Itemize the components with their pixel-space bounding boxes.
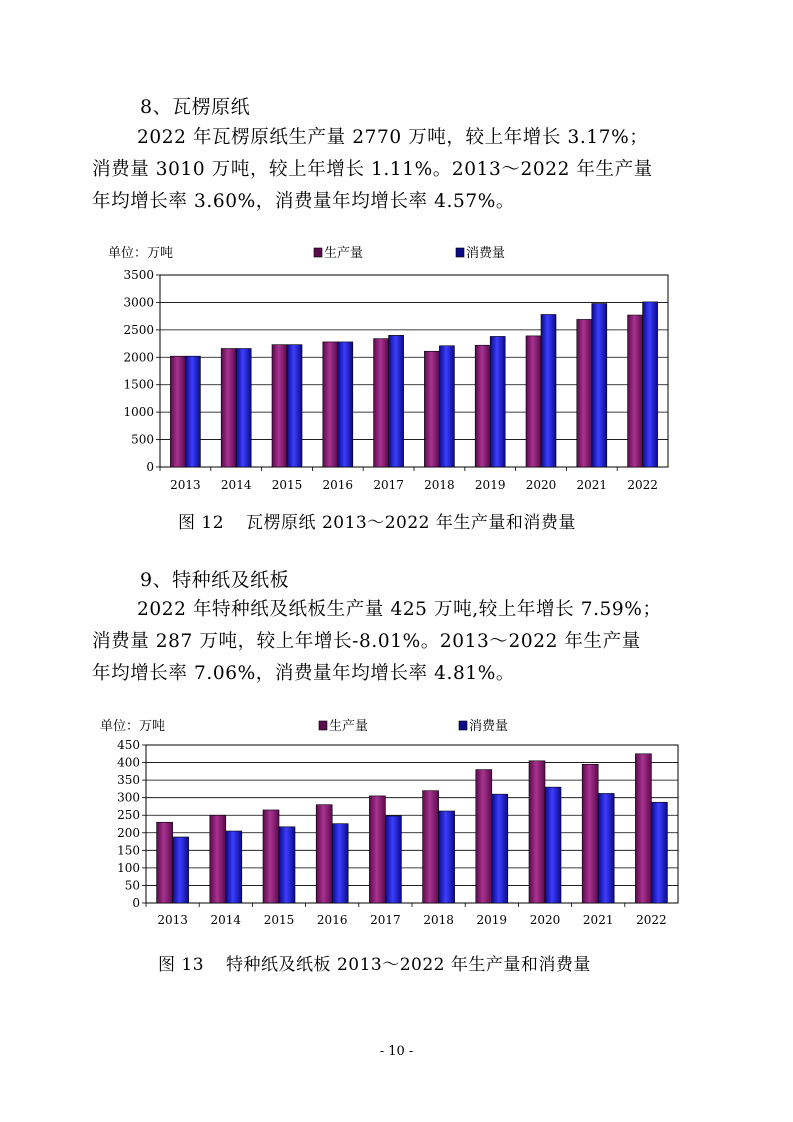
x-tick-label: 2017 [373,478,404,492]
bar-consumption [439,811,455,903]
bar-consumption [598,793,614,903]
bar-production [628,315,643,467]
bar-consumption [545,787,561,903]
bar-consumption [592,304,607,467]
bar-production [475,345,490,467]
bar-production [374,339,389,467]
page-number: - 10 - [379,1044,414,1059]
bar-production [526,336,541,467]
bar-consumption [541,314,556,467]
y-tick-label: 450 [117,738,140,752]
paragraph-line: 年均增长率 7.06%，消费量年均增长率 4.81%。 [92,663,516,684]
paragraph-line: 2022 年特种纸及纸板生产量 425 万吨,较上年增长 7.59%； [137,599,662,620]
legend-label: 生产量 [329,719,369,734]
paragraph-line: 年均增长率 3.60%，消费量年均增长率 4.57%。 [92,191,516,212]
bar-consumption [439,346,454,467]
legend-swatch-consumption [456,248,464,257]
bar-consumption [173,837,189,903]
x-tick-label: 2016 [316,913,348,927]
x-tick-label: 2015 [271,478,303,492]
x-tick-label: 2014 [220,478,252,492]
caption-number: 图 12 [178,513,225,533]
x-tick-label: 2013 [170,478,201,492]
bar-production [424,351,439,467]
y-tick-label: 300 [117,790,140,805]
bar-consumption [287,345,302,467]
bar-consumption [236,349,251,467]
x-tick-label: 2022 [627,478,658,492]
x-tick-label: 2020 [529,913,561,927]
bar-consumption [185,356,200,467]
x-tick-label: 2018 [423,913,454,927]
legend-label: 消费量 [466,246,506,261]
legend-swatch-production [319,721,327,730]
bar-consumption [332,824,348,903]
bar-consumption [643,302,658,467]
caption-number: 图 13 [158,955,205,975]
paragraph-line: 消费量 287 万吨，较上年增长-8.01%。2013～2022 年生产量 [92,631,641,652]
x-tick-label: 2017 [370,913,401,927]
unit-label: 单位：万吨 [100,719,166,734]
bar-consumption [490,336,505,467]
bar-production [272,345,287,467]
y-tick-label: 500 [131,432,154,447]
bar-consumption [651,802,667,903]
caption-text: 特种纸及纸板 2013～2022 年生产量和消费量 [226,955,591,975]
y-tick-label: 2500 [123,322,154,337]
bar-consumption [226,831,242,903]
paragraph-line: 2022 年瓦楞原纸生产量 2770 万吨，较上年增长 3.17%； [137,127,649,148]
bar-production [170,356,185,467]
y-tick-label: 0 [146,460,154,474]
x-tick-label: 2019 [476,913,508,927]
bar-production [210,815,226,903]
bar-production [263,810,279,903]
x-tick-label: 2014 [210,913,242,927]
caption-text: 瓦楞原纸 2013～2022 年生产量和消费量 [246,513,576,533]
x-tick-label: 2015 [263,913,295,927]
chart-svg [96,708,706,933]
bar-consumption [385,816,401,903]
bar-production [476,770,492,903]
y-tick-label: 50 [124,878,140,893]
chart-specialty-paper [96,708,706,933]
y-tick-label: 150 [117,843,140,858]
y-tick-label: 200 [117,825,140,840]
y-tick-label: 1000 [123,405,154,420]
legend-label: 生产量 [324,246,364,261]
bar-production [577,319,592,467]
chart-svg [100,238,700,498]
y-tick-label: 350 [117,773,140,788]
section-9-paragraph [92,594,712,690]
bar-production [221,349,236,467]
paragraph-line: 消费量 3010 万吨，较上年增长 1.11%。2013～2022 年生产量 [92,159,653,180]
bar-production [582,764,598,903]
x-tick-label: 2020 [525,478,557,492]
x-tick-label: 2016 [322,478,354,492]
y-tick-label: 250 [117,808,140,823]
y-tick-label: 3500 [123,268,154,282]
bar-production [635,754,651,903]
x-tick-label: 2019 [474,478,506,492]
legend-label: 消费量 [469,719,509,734]
bar-production [369,796,385,903]
x-tick-label: 2021 [582,913,614,927]
y-tick-label: 0 [132,896,140,910]
bar-consumption [279,827,295,903]
bar-production [529,761,545,903]
bar-production [157,822,173,903]
legend-swatch-consumption [459,721,467,730]
bar-consumption [338,342,353,467]
figure-12-caption [178,508,576,533]
bar-consumption [492,794,508,903]
y-tick-label: 2000 [123,350,154,365]
y-tick-label: 400 [117,755,140,770]
section-9-heading: 9、特种纸及纸板 [140,569,290,591]
x-tick-label: 2013 [157,913,188,927]
bar-production [423,791,439,903]
x-tick-label: 2018 [424,478,455,492]
figure-13-caption [158,950,591,975]
bar-production [323,342,338,467]
section-8-paragraph [92,122,712,218]
x-tick-label: 2021 [576,478,608,492]
y-tick-label: 1500 [123,377,154,392]
legend-swatch-production [314,248,322,257]
chart-corrugated-paper [100,238,700,498]
section-8-heading: 8、瓦楞原纸 [140,96,251,118]
bar-production [316,805,332,903]
x-tick-label: 2022 [636,913,667,927]
y-tick-label: 3000 [123,295,154,310]
bar-consumption [389,335,404,467]
y-tick-label: 100 [117,860,140,875]
unit-label: 单位：万吨 [108,246,174,261]
